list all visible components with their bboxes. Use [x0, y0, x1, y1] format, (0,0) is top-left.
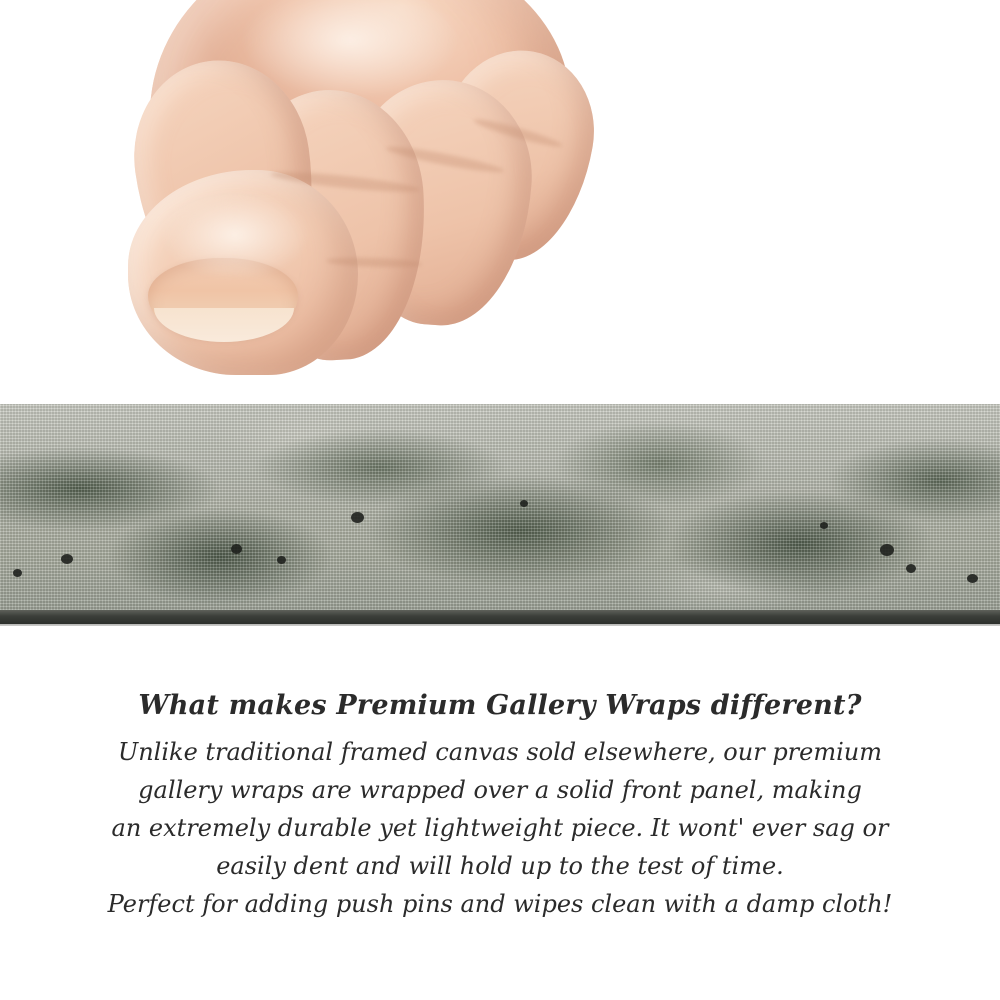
canvas-speck	[351, 512, 364, 523]
caption-block	[0, 690, 1000, 923]
canvas-speck	[967, 574, 978, 583]
canvas-speck	[61, 554, 73, 564]
canvas-speck	[277, 556, 286, 564]
canvas-speck	[13, 569, 22, 577]
caption-heading: What makes Premium Gallery Wraps different?	[138, 690, 862, 721]
caption-line: Perfect for adding push pins and wipes clean with a damp cloth!	[107, 890, 893, 918]
hand-photo	[0, 0, 1000, 412]
canvas-drop-shadow	[0, 624, 1000, 626]
canvas-speck	[231, 544, 242, 554]
caption-line: gallery wraps are wrapped over a solid front panel, making	[138, 776, 862, 804]
caption-line: easily dent and will hold up to the test of time.	[216, 852, 784, 880]
canvas-side-edge	[0, 610, 1000, 624]
canvas-edge-strip	[0, 404, 1000, 626]
hand-illustration	[120, 0, 590, 412]
caption-line: Unlike traditional framed canvas sold elsewhere, our premium	[117, 738, 882, 766]
canvas-print-surface	[0, 404, 1000, 616]
canvas-speck	[880, 544, 894, 556]
skin-highlight	[160, 190, 310, 280]
canvas-speck	[520, 500, 528, 507]
canvas-speck	[906, 564, 916, 573]
canvas-speck	[820, 522, 828, 529]
caption-line: an extremely durable yet lightweight piece. It wont' ever sag or	[111, 814, 889, 842]
